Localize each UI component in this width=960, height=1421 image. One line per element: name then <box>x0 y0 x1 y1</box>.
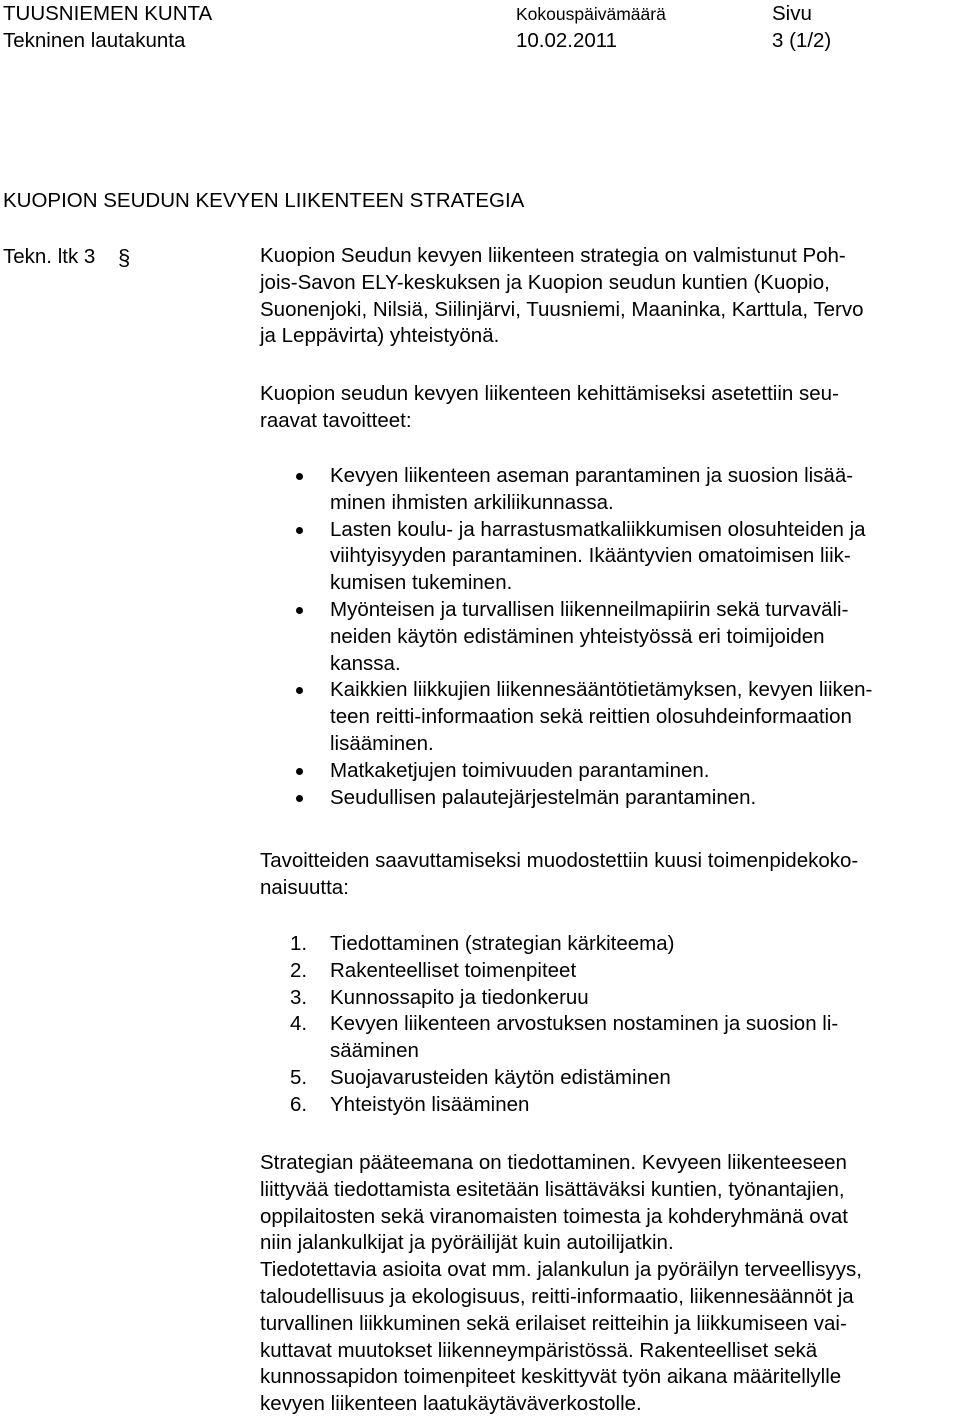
measures-intro-line: naisuutta: <box>260 875 349 899</box>
closing-line: liittyvää tiedottamista esitetään lisättäväksi kuntien, työnantajien, <box>260 1177 845 1201</box>
section-symbol: § <box>118 245 131 270</box>
intro-paragraph <box>260 243 960 350</box>
bullet-icon <box>296 687 303 694</box>
goals-intro-line: Kuopion seudun kevyen liikenteen kehittämiseksi asetettiin seu- <box>260 382 839 405</box>
closing-line: kunnossapidon toimenpiteet keskittyvät työn aikana määritellylle <box>260 1365 842 1389</box>
board-name: Tekninen lautakunta <box>3 29 186 52</box>
intro-line: ja Leppävirta) yhteistyönä. <box>260 324 500 348</box>
measure-item: 1. Tiedottaminen (strategian kärkiteema) <box>260 931 960 958</box>
measure-number: 4. <box>290 1012 308 1036</box>
intro-line: Kuopion Seudun kevyen liikenteen strategia on valmistunut Poh- <box>260 244 846 267</box>
closing-line: oppilaitosten sekä viranomaisten toimesta ja kohderyhmänä ovat <box>260 1204 848 1228</box>
closing-paragraph <box>260 1150 960 1418</box>
measure-number: 3. <box>290 985 308 1009</box>
bullet-icon <box>296 795 303 802</box>
closing-line: taloudellisuus ja ekologisuus, reitti-informaatio, liikennesäännöt ja <box>260 1284 854 1308</box>
goal-item: Seudullisen palautejärjestelmän parantaminen. <box>260 785 960 812</box>
closing-line: turvallinen liikkuminen sekä erilaiset reitteihin ja liikkumiseen vai- <box>260 1311 847 1335</box>
goal-item: Kaikkien liikkujien liikennesääntötietämyksen, kevyen liiken- teen reitti-informaation sekä reittien olosuhdeinformaation lisääminen. <box>260 677 960 757</box>
bullet-icon <box>296 473 303 480</box>
closing-line: Strategian pääteemana on tiedottaminen. Kevyeen liikenteeseen <box>260 1151 847 1174</box>
measures-intro <box>260 848 960 902</box>
page-number: 3 (1/2) <box>772 29 832 52</box>
goals-intro-line: raavat tavoitteet: <box>260 408 412 432</box>
measures-intro-line: Tavoitteiden saavuttamiseksi muodostettiin kuusi toimenpidekoko- <box>260 849 859 872</box>
bullet-icon <box>296 527 303 534</box>
measure-number: 5. <box>290 1065 308 1089</box>
date-label: Kokouspäivämäärä <box>516 4 666 24</box>
goal-item: Myönteisen ja turvallisen liikenneilmapiirin sekä turvaväli- neiden käytön edistäminen yhteistyössä eri toimijoiden kanssa. <box>260 597 960 677</box>
measure-number: 6. <box>290 1092 308 1116</box>
municipality-name: TUUSNIEMEN KUNTA <box>3 2 213 25</box>
intro-line: jois-Savon ELY-keskuksen ja Kuopion seudun kuntien (Kuopio, <box>260 270 830 294</box>
goals-list <box>260 463 960 811</box>
closing-line: niin jalankulkijat ja pyöräilijät kuin autoilijatkin. <box>260 1231 674 1255</box>
goal-item: Matkaketjujen toimivuuden parantaminen. <box>260 758 960 785</box>
bullet-icon <box>296 607 303 614</box>
measure-number: 1. <box>290 932 308 955</box>
closing-line: Tiedotettavia asioita ovat mm. jalankulun ja pyöräilyn terveellisyys, <box>260 1258 862 1282</box>
meeting-date: 10.02.2011 <box>516 29 618 52</box>
closing-line: kevyen liikenteen laatukäytäväverkostolle. <box>260 1392 642 1416</box>
measure-item: 4. Kevyen liikenteen arvostuksen nostaminen ja suosion li- sääminen <box>290 1012 839 1063</box>
measure-item: 6. Yhteistyön lisääminen <box>260 1092 960 1119</box>
measure-item: 3. Kunnossapito ja tiedonkeruu <box>260 985 960 1012</box>
goal-item: Lasten koulu- ja harrastusmatkaliikkumisen olosuhteiden ja viihtyisyyden parantaminen. Ikääntyvien omatoimisen liik- kumisen tukeminen. <box>260 517 960 597</box>
goals-intro <box>260 381 960 435</box>
bullet-icon <box>296 768 303 775</box>
goal-item: Kevyen liikenteen aseman parantaminen ja suosion lisää- minen ihmisten arkiliikunnassa. <box>260 463 960 517</box>
section-reference: Tekn. ltk 3 <box>3 245 96 268</box>
measure-item: 2. Rakenteelliset toimenpiteet <box>260 958 960 985</box>
page-label: Sivu <box>772 2 812 25</box>
measure-item: 5. Suojavarusteiden käytön edistäminen <box>260 1065 960 1092</box>
intro-line: Suonenjoki, Nilsiä, Siilinjärvi, Tuusniemi, Maaninka, Karttula, Tervo <box>260 297 864 321</box>
closing-line: kuttavat muutokset liikenneympäristössä. Rakenteelliset sekä <box>260 1338 818 1362</box>
measures-list <box>260 931 960 1119</box>
document-title: KUOPION SEUDUN KEVYEN LIIKENTEEN STRATEGIA <box>3 189 525 212</box>
measure-number: 2. <box>290 958 308 982</box>
